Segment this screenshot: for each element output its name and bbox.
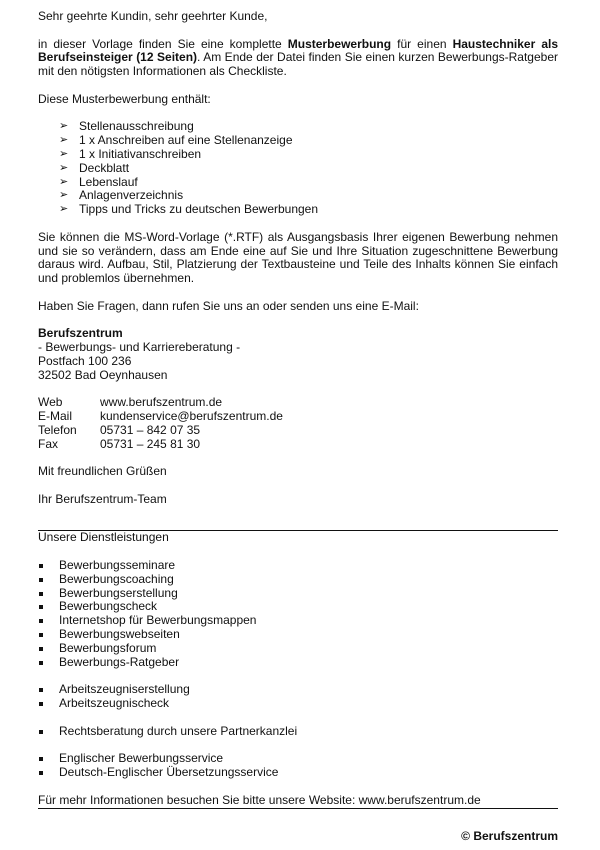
square-bullet-icon (39, 688, 43, 692)
contact-row-phone (38, 424, 558, 438)
signature: Ihr Berufszentrum-Team (38, 491, 167, 506)
usage-paragraph: Sie können die MS-Word-Vorlage (*.RTF) als Ausgangsbasis Ihrer eigenen Bewerbung nehmen und sie so verändern, dass am Ende eine auf Sie und Ihre Situation zugeschnittene Bewerbung daraus wird. Aufbau, Stil, Platzierung der Textbausteine und Teile des Inhalts können Sie einfach und problemlos übernehmen. (38, 229, 558, 286)
arrow-bullet-icon: ➢ (59, 189, 69, 202)
list-item: Bewerbungserstellung (38, 587, 558, 601)
contact-row-fax (38, 438, 558, 452)
greeting: Sehr geehrte Kundin, sehr geehrter Kunde, (38, 9, 268, 23)
phone-value: 05731 – 842 07 35 (100, 422, 201, 437)
list-item: Bewerbungsforum (38, 642, 558, 656)
contents-list (38, 120, 558, 217)
intro-paragraph: in dieser Vorlage finden Sie eine komplette Musterbewerbung für einen Haustechniker als Berufseinsteiger (12 Seiten). Am Ende der Datei finden Sie einen kurzen Bewerbungs-Ratgeber mit den nötigsten Informationen als Checkliste. (38, 36, 558, 79)
square-bullet-icon (39, 647, 43, 651)
intro-bold-product: Musterbewerbung (287, 36, 392, 51)
list-item: Deutsch-Englischer Übersetzungsservice (38, 766, 558, 780)
list-item: Bewerbungsseminare (38, 559, 558, 573)
contact-table (38, 396, 558, 451)
arrow-bullet-icon: ➢ (59, 161, 69, 174)
square-bullet-icon (39, 592, 43, 596)
list-item: Bewerbungscheck (38, 600, 558, 614)
company-postbox: Postfach 100 236 (38, 353, 132, 368)
list-item: ➢ Tipps und Tricks zu deutschen Bewerbungen (59, 202, 319, 217)
services-list-certificates (38, 683, 558, 711)
square-bullet-icon (39, 730, 43, 734)
services-list-main (38, 559, 558, 669)
intro-bold-job: Haustechniker als Berufseinsteiger (12 Seiten) (38, 36, 558, 65)
square-bullet-icon (39, 757, 43, 761)
divider (38, 808, 558, 809)
contact-row-email (38, 410, 558, 424)
services-list-legal (38, 725, 558, 739)
company-name: Berufszentrum (38, 326, 123, 341)
contact-label: Fax (38, 436, 59, 451)
list-item: ➢ Lebenslauf (59, 174, 138, 189)
company-tagline: - Bewerbungs- und Karriereberatung - (38, 340, 241, 355)
contact-row-web (38, 396, 558, 410)
arrow-bullet-icon: ➢ (59, 134, 69, 147)
services-list-english (38, 752, 558, 780)
list-item: Englischer Bewerbungsservice (38, 752, 558, 766)
square-bullet-icon (39, 771, 43, 775)
questions-paragraph: Haben Sie Fragen, dann rufen Sie uns an oder senden uns eine E-Mail: (38, 298, 419, 313)
arrow-bullet-icon: ➢ (59, 147, 69, 160)
arrow-bullet-icon: ➢ (59, 175, 69, 188)
list-item: ➢ Deckblatt (59, 160, 130, 175)
list-item: Arbeitszeugniserstellung (38, 683, 558, 697)
list-item: Internetshop für Bewerbungsmappen (38, 614, 558, 628)
more-info: Für mehr Informationen besuchen Sie bitte unsere Website: www.berufszentrum.de (38, 792, 481, 807)
list-item: ➢ 1 x Initiativanschreiben (59, 146, 202, 161)
square-bullet-icon (39, 605, 43, 609)
list-item: Arbeitszeugnischeck (38, 697, 558, 711)
copyright: © Berufszentrum (461, 829, 558, 843)
arrow-bullet-icon: ➢ (59, 120, 69, 133)
arrow-bullet-icon: ➢ (59, 203, 69, 216)
square-bullet-icon (39, 702, 43, 706)
company-city: 32502 Bad Oeynhausen (38, 367, 168, 382)
square-bullet-icon (39, 564, 43, 568)
contact-label: E-Mail (38, 409, 73, 424)
list-item: ➢ Stellenausschreibung (59, 119, 194, 134)
contact-label: Web (38, 395, 63, 410)
list-item: Bewerbungscoaching (38, 573, 558, 587)
square-bullet-icon (39, 633, 43, 637)
web-link[interactable]: www.berufszentrum.de (100, 395, 223, 410)
email-link[interactable]: kundenservice@berufszentrum.de (100, 409, 283, 424)
square-bullet-icon (39, 661, 43, 665)
square-bullet-icon (39, 619, 43, 623)
list-item: Bewerbungswebseiten (38, 628, 558, 642)
list-item: Bewerbungs-Ratgeber (38, 656, 558, 670)
list-item: ➢ 1 x Anschreiben auf eine Stellenanzeige (59, 133, 293, 148)
list-item: ➢ Anlagenverzeichnis (59, 188, 184, 203)
contents-heading: Diese Musterbewerbung enthält: (38, 91, 211, 106)
closing: Mit freundlichen Grüßen (38, 464, 167, 479)
contact-label: Telefon (38, 422, 77, 437)
square-bullet-icon (39, 578, 43, 582)
document-page (38, 10, 558, 809)
list-item: Rechtsberatung durch unsere Partnerkanzlei (38, 725, 558, 739)
fax-value: 05731 – 245 81 30 (100, 436, 201, 451)
services-heading: Unsere Dienstleistungen (38, 530, 169, 545)
